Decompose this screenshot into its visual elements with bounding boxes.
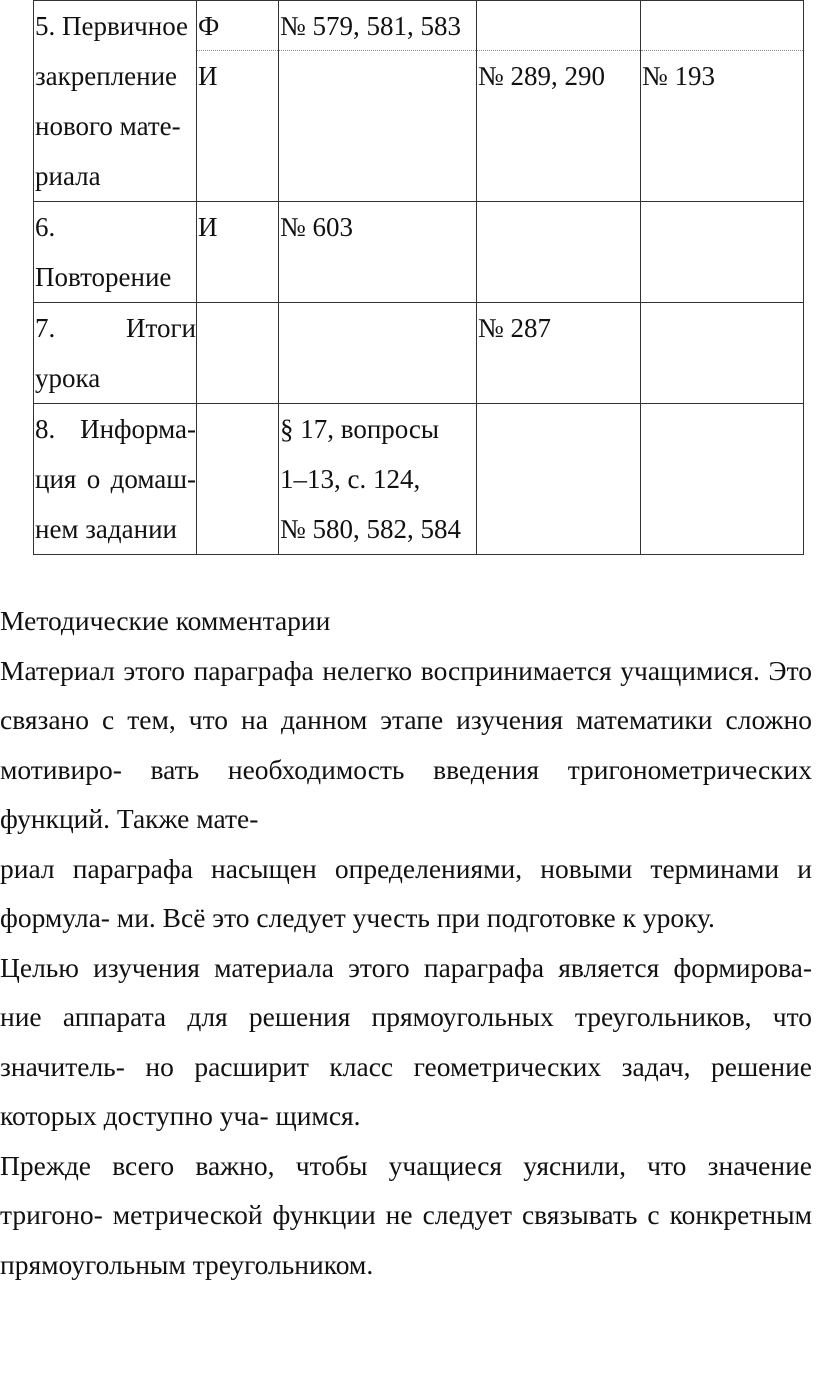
stage-line: урока <box>35 363 101 393</box>
table-cell-col3 <box>279 404 477 555</box>
table-cell-col4 <box>477 404 641 555</box>
paragraph: Целью изучения материала этого параграфа является формирова- ние аппарата для решения прямоугольных треугольников, что значитель- но расширит класс геометрических задач, решение которых доступно уча- щимся. <box>0 951 812 1131</box>
table-cell-stage <box>34 404 197 555</box>
form-individual: И <box>198 61 218 91</box>
table-cell-stage <box>34 1 197 202</box>
col5-bottom-value: № 193 <box>642 61 716 91</box>
stage-line: 5. Первичное <box>35 11 189 41</box>
paragraph: Прежде всего важно, чтобы учащиеся уяснили, что значение тригоно- метрической функции не следует связывать с конкретным прямоугольным треугольником. <box>0 1149 812 1280</box>
table-cell-col5 <box>641 202 804 303</box>
paragraph: риал параграфа насыщен определениями, новыми терминами и формула- ми. Всё это следует учесть при подготовке к уроку. <box>0 852 812 933</box>
stage-line: нового мате- <box>35 111 181 141</box>
homework-line: § 17, вопросы <box>280 414 440 444</box>
table-cell-stage <box>34 303 197 404</box>
table-cell-col4: № 287 <box>477 303 641 404</box>
stage-line: Повторение <box>35 262 172 292</box>
col3-top-value: № 579, 581, 583 <box>279 1 476 51</box>
col4-top-value <box>477 1 640 51</box>
stage-line: 8. Информа- <box>35 414 196 444</box>
table-cell-form: И <box>197 202 279 303</box>
table-row <box>34 202 804 303</box>
table-cell-form <box>197 1 279 202</box>
table-cell-col3: № 603 <box>279 202 477 303</box>
lesson-plan-table <box>33 0 804 555</box>
table-cell-form <box>197 404 279 555</box>
table-cell-col4 <box>477 1 641 202</box>
col4-bottom-value: № 289, 290 <box>478 61 606 91</box>
table-cell-stage <box>34 202 197 303</box>
table-row <box>34 1 804 202</box>
form-frontal: Ф <box>197 1 278 51</box>
stage-line: 6. <box>35 212 56 242</box>
table-cell-col3 <box>279 1 477 202</box>
col5-top-value <box>641 1 803 51</box>
stage-line: риала <box>35 161 101 191</box>
table-cell-col5 <box>641 404 804 555</box>
table-row <box>34 404 804 555</box>
stage-line: нем задании <box>35 514 177 544</box>
homework-line: 1–13, с. 124, <box>280 464 421 494</box>
homework-line: № 580, 582, 584 <box>280 514 462 544</box>
stage-line: 7. Итоги <box>35 313 196 343</box>
table-cell-col4 <box>477 202 641 303</box>
stage-line: ция о домаш- <box>35 464 196 494</box>
table-cell-col3 <box>279 303 477 404</box>
paragraph: Материал этого параграфа нелегко воспринимается учащимися. Это связано с тем, что на данном этапе изучения математики сложно мотивиро- вать необходимость введения тригонометрических функций. Также мате- <box>0 654 812 834</box>
table-cell-col5 <box>641 303 804 404</box>
methodical-comments <box>0 596 812 1289</box>
table-cell-form <box>197 303 279 404</box>
table-cell-col5 <box>641 1 804 202</box>
table-row <box>34 303 804 404</box>
section-heading: Методические комментарии <box>0 605 331 636</box>
stage-line: закрепление <box>35 61 178 91</box>
